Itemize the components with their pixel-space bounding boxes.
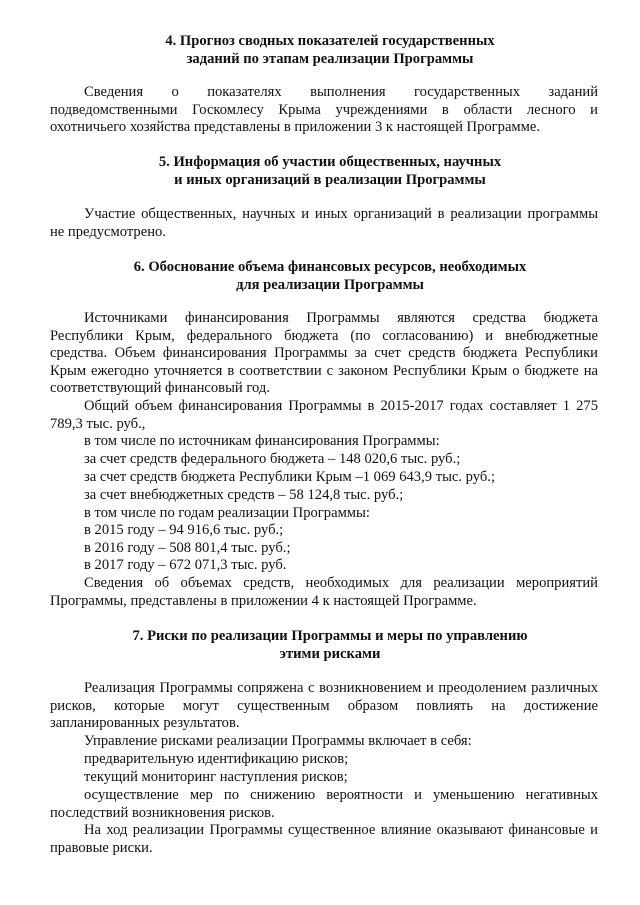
section-6-paragraph-sources <box>50 310 598 398</box>
section-6-heading <box>60 259 600 294</box>
risk-line: предварительную идентификацию рисков; <box>84 751 349 767</box>
funding-line: в том числе по годам реализации Программы: <box>84 505 370 521</box>
funding-line: в 2017 году – 672 071,3 тыс. руб. <box>84 557 287 573</box>
heading-line: для реализации Программы <box>236 276 424 293</box>
heading-line: 4. Прогноз сводных показателей государственных <box>165 33 495 49</box>
funding-line: в том числе по источникам финансирования Программы: <box>84 433 440 449</box>
paragraph-text: Реализация Программы сопряжена с возникновением и преодолением различных рисков, которые могут существенным образом повлиять на достижение запланированных результатов. <box>50 680 598 732</box>
heading-line: этими рисками <box>279 645 381 662</box>
section-7-paragraph-risks <box>50 680 598 733</box>
paragraph-text: Источниками финансирования Программы являются средства бюджета Республики Крым, федерального бюджета (по согласованию) и внебюджетные средства. Объем финансирования Программы за счет средств бюджета Республики Крым ежегодно уточняется в соответствии с законом Республики Крым о бюджете на соответствующий финансовый год. <box>50 310 598 397</box>
section-4-paragraph <box>50 84 598 137</box>
paragraph-text: Общий объем финансирования Программы в 2015-2017 годах составляет 1 275 789,3 тыс. руб., <box>50 398 598 432</box>
section-6-paragraph-total <box>50 398 598 433</box>
heading-line: 5. Информация об участии общественных, научных <box>158 154 502 170</box>
risk-line: текущий мониторинг наступления рисков; <box>84 769 348 785</box>
paragraph-text: осуществление мер по снижению вероятности и уменьшению негативных последствий возникновения рисков. <box>50 787 598 821</box>
section-4-heading <box>60 33 600 68</box>
paragraph-text: На ход реализации Программы существенное влияние оказывают финансовые и правовые риски. <box>50 822 598 856</box>
funding-line: в 2015 году – 94 916,6 тыс. руб.; <box>84 522 284 538</box>
funding-line: за счет средств бюджета Республики Крым –1 069 643,9 тыс. руб.; <box>84 469 495 485</box>
paragraph-text: Участие общественных, научных и иных организаций в реализации программы не предусмотрено. <box>50 206 598 240</box>
paragraph-text: Сведения о показателях выполнения государственных заданий подведомственными Госкомлесу Крыма учреждениями в области лесного и охотничьего хозяйства представлены в приложении 3 к настоящей Программе. <box>50 84 598 136</box>
heading-line: заданий по этапам реализации Программы <box>186 50 474 67</box>
section-7-paragraph-measures <box>50 787 598 822</box>
heading-line: и иных организаций в реализации Программы <box>174 171 486 188</box>
funding-line: за счет средств федерального бюджета – 148 020,6 тыс. руб.; <box>84 451 461 467</box>
funding-line: в 2016 году – 508 801,4 тыс. руб.; <box>84 540 291 556</box>
section-5-heading <box>60 154 600 189</box>
heading-line: 7. Риски по реализации Программы и меры по управлению <box>132 628 528 644</box>
section-7-paragraph-closing <box>50 822 598 857</box>
section-7-heading <box>60 628 600 663</box>
funding-line: за счет внебюджетных средств – 58 124,8 тыс. руб.; <box>84 487 404 503</box>
risk-line: Управление рисками реализации Программы включает в себя: <box>84 733 472 749</box>
section-5-paragraph <box>50 206 598 241</box>
heading-line: 6. Обоснование объема финансовых ресурсов, необходимых <box>133 259 527 275</box>
paragraph-text: Сведения об объемах средств, необходимых для реализации мероприятий Программы, представлены в приложении 4 к настоящей Программе. <box>50 575 598 609</box>
section-6-paragraph-appendix <box>50 575 598 610</box>
